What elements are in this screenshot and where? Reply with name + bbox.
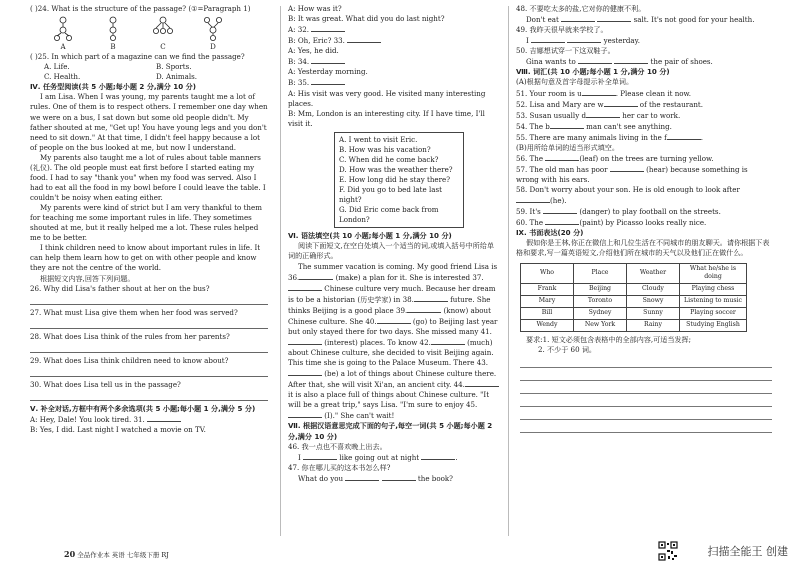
answer-blank-32[interactable] [311,24,345,32]
dialogue-line: A: Yes, he did. [288,46,339,56]
passage-text: (be) a lot of things about Chinese culture there. After that, she will visit Xi'an, an ancient city. 44. [288,369,497,390]
section4-title: Ⅳ. 任务型阅读(共 5 小题;每小题 2 分,满分 10 分) [30,82,196,92]
section6-title: Ⅵ. 语法填空(共 10 小题;每小题 1 分,满分 10 分) [288,231,452,241]
passage-text: (much) about Chinese culture, she decided to visit Beijing again. This time she is going to the Palace Museum. There 43. [288,337,494,368]
structure-diagram-d [202,16,224,42]
table-cell: Mary [521,296,574,308]
writing-line[interactable] [520,355,772,368]
answer-blank-57[interactable] [610,164,644,172]
passage-text: Chinese culture very much. Because her dream is to be a historian (历史学家) in 38. [288,283,496,304]
option-b: B. How was his vacation? [339,144,431,154]
table-cell: Frank [521,284,574,296]
table-row [521,284,747,296]
q56 [516,153,772,164]
structure-option-a [52,16,74,52]
sentence-text: Don't eat [526,15,559,25]
structure-option-c [152,16,174,52]
sentence-text: yesterday. [603,36,640,46]
answer-blank-56[interactable] [545,153,579,161]
q50-english [516,56,772,67]
sentence-text: 55. There are many animals living in the f [516,132,667,142]
structure-option-d [202,16,224,52]
dialogue-line [288,35,500,46]
answer-blank-39[interactable] [407,305,441,313]
qr-code-icon [658,541,678,561]
dialogue-text: A: Hey, Dale! You look tired. 31. [30,414,145,424]
passage-text: (I)." She can't wait! [324,411,395,421]
dialogue-line [288,24,500,35]
structure-diagram-a [52,16,74,42]
q25-option-a: A. Life. [44,62,70,72]
sentence-text: 59. It's [516,207,541,217]
q58 [516,185,772,206]
passage-text: (make) a plan for it. She is interested 37. [335,272,484,282]
q55 [516,132,772,143]
dialogue-line: B: It was great. What did you do last night? [288,14,445,24]
passage-text: (go) to Beijing last year but only stayed there for two days. She missed many 41. [288,316,498,336]
reading-paragraph-1: I am Lisa. When I was young, my parents taught me a lot of rules. One of them is to respect others. I remember one day when we were on a bus, I sat down but some old people didn't. My father shouted at me, "Get up! You have young legs and you don't need to sit down." At that time, I didn't feel happy because a lot of people on the bus looked at me, but now I understand. [30,92,268,152]
answer-blank-55[interactable] [667,132,701,140]
answer-blank-58[interactable] [516,195,550,203]
sentence-text: (hear) because something is wrong with his ears. [516,164,748,184]
answer-blank-50a[interactable] [578,56,612,64]
table-cell: Beijing [574,284,627,296]
q25-option-d: D. Animals. [156,72,198,82]
answer-blank-48b[interactable] [597,14,631,22]
q47-english [288,473,500,484]
sentence-text: . [700,132,703,142]
part-b-instruction: (B)用所给单词的适当形式填空。 [516,142,619,152]
reading-paragraph-2: My parents also taught me a lot of rules about table manners (礼仪). The old people must eat first before I started eating my food. I had to say "thank you" when my food was served. Also I had to eat all the food in my bowl before I could leave the table. I couldn't be noisy when eating either. [30,152,266,202]
sentence-text: man can't see anything. [586,121,672,131]
passage-text: (know) about Chinese culture. She 40. [288,305,491,326]
section8-title: Ⅷ. 词汇(共 10 小题;每小题 1 分,满分 10 分) [516,67,670,77]
structure-label-a: A [60,42,66,52]
structure-label-b: B [110,42,116,52]
sentence-text: . Please clean it now. [615,88,692,98]
sentence-text: of the restaurant. [639,99,703,109]
requirement-1: 要求:1. 短文必须包含表格中的全部内容,可适当发挥; [526,335,692,345]
reading-paragraph-3: My parents were kind of strict but I am very thankful to them for teaching me some important rules in life. They sometimes shouted at me, but it really helped me a lot. These rules helped me to be better. [30,203,262,243]
dialogue-text: B: Oh, Eric? 33. [288,36,345,46]
dialogue-line: A: How was it? [288,4,342,13]
table-cell: Snowy [627,296,680,308]
dialogue-line: B: Mm, London is an interesting city. If I have time, I'll visit it. [288,108,485,128]
table-cell: Playing chess [680,284,747,296]
table-row [521,320,747,332]
table-cell: Cloudy [627,284,680,296]
q25-option-c: C. Health. [44,72,81,82]
sentence-text: Gina wants to [526,57,576,67]
q47-chinese: 47. 你在哪儿买的这本书怎么样? [288,462,391,472]
table-cell: Wendy [521,320,574,332]
q49-english [516,35,772,46]
q48-chinese: 48. 不要吃太多的盐,它对你的健康不利。 [516,4,646,13]
sentence-text: 58. Don't worry about your son. He is old enough to look after [516,185,740,195]
sentence-text: What do you [298,473,344,483]
answer-blank-60[interactable] [545,217,579,225]
answer-blank-33[interactable] [347,35,381,43]
option-d: D. How was the weather there? [339,164,453,174]
scanner-watermark: 扫描全能王 创建 [707,545,788,558]
structure-label-d: D [210,42,216,52]
option-g: G. Did Eric come back from London? [339,205,439,225]
section7-title: Ⅶ. 根据汉语意思完成下面的句子,每空一词(共 5 小题;每小题 2 分,满分 10 分) [288,421,493,441]
dialogue-line: B: Yes, I did. Last night I watched a movie on TV. [30,425,206,434]
answer-blank-46a[interactable] [303,452,337,460]
writing-line[interactable] [520,368,772,381]
grammar-passage [288,262,500,422]
answer-blank-37[interactable] [288,283,322,291]
q25: ( )25. In which part of a magazine can we find the passage? [30,52,245,62]
q30: 30. What does Lisa tell us in the passage? [30,379,181,389]
book-title: 全品作业本 英语 七年级下册 RJ [77,551,169,559]
answer-blank-31[interactable] [147,414,181,422]
writing-line[interactable] [520,394,772,407]
table-header-row [521,263,747,284]
sentence-text: 51. Your room is u [516,88,582,98]
dialogue-line: A: Yesterday morning. [288,67,368,77]
answer-blank-47a[interactable] [345,473,379,481]
sentence-text: salt. It's not good for your health. [633,15,755,25]
answer-blank-46b[interactable] [421,452,458,462]
passage-text: The summer vacation is coming. My good friend Lisa is [298,261,498,271]
answer-blank-53[interactable] [586,110,620,118]
table-cell: Sunny [627,308,680,320]
q53 [516,110,772,121]
sentence-text: I [526,36,529,46]
structure-options [38,16,238,52]
structure-option-b [102,16,124,52]
q24: ( )24. What is the structure of the passage? (①=Paragraph 1) [30,4,251,13]
answer-blank-42[interactable] [431,337,465,345]
section9-prompt: 假如你是王林,你正在微信上和几位生活在不同城市的朋友聊天。请你根据下表格和要求,写一篇英语短文,介绍他们所在城市的天气以及他们正在做什么。 [516,238,770,258]
dialogue-text: B: 35. [288,78,310,88]
sentence-text: (danger) to play football on the streets. [579,207,721,217]
answer-blank-40[interactable] [377,316,411,324]
q25-option-b: B. Sports. [156,62,192,72]
answer-blank-49b[interactable] [567,35,601,43]
table-cell: Rainy [627,320,680,332]
column-left [30,4,268,562]
sentence-text: 60. The [516,218,544,228]
table-cell: Toronto [574,296,627,308]
page-footer [64,549,169,559]
option-a: A. I went to visit Eric. [339,134,418,144]
sentence-text: (he). [550,196,567,206]
sentence-text: I [298,452,301,462]
answer-blank-38[interactable] [414,294,448,302]
sentence-text: (paint) by Picasso looks really nice. [579,218,707,228]
sentence-text: her car to work. [622,110,681,120]
sentence-text: 57. The old man has poor [516,164,608,174]
section9-title: Ⅸ. 书面表达(20 分) [516,228,584,238]
dialogue-line [288,77,500,88]
reading-instruction: 根据短文内容,回答下列问题。 [40,273,135,283]
writing-line[interactable] [520,381,772,394]
table-cell: Studying English [680,320,747,332]
table-header: Who [521,263,574,284]
answer-blank-34[interactable] [311,56,345,64]
q51 [516,88,772,99]
dialogue-line [30,414,268,425]
answer-blank-49a[interactable] [531,35,565,43]
q57 [516,164,772,185]
sentence-text: 54. The b [516,121,550,131]
q50-chinese: 50. 吉娜想试穿一下这双鞋子。 [516,46,615,56]
table-cell: Listening to music [680,296,747,308]
answer-blank-52[interactable] [604,99,638,107]
passage-text: (interest) places. To know 42. [324,337,431,347]
answer-blank-48a[interactable] [561,14,595,22]
answer-blank-59[interactable] [543,206,577,214]
table-cell: Bill [521,308,574,320]
q26-answer-line[interactable] [30,295,268,305]
page-number: 20 [64,549,76,559]
answer-blank-41[interactable] [288,337,322,345]
sentence-text: (leaf) on the trees are turning yellow. [579,153,714,163]
writing-line[interactable] [520,420,772,433]
table-cell: Playing soccer [680,308,747,320]
q54 [516,121,772,132]
sentence-text: the book? [417,473,453,483]
q28-answer-line[interactable] [30,343,268,353]
table-cell: Sydney [574,308,627,320]
answer-blank-54[interactable] [550,121,584,129]
q46-english [288,452,500,463]
section6-instruction: 阅读下面短文,在空白处填入一个适当的词,或填入括号中所给单词的正确形式。 [288,241,495,261]
column-right [516,4,772,562]
passage-text: it is also a place full of things about Chinese culture. "It will be a great trip," says Lisa. "I'm sure to enjoy 45. [288,390,490,410]
q27-answer-line[interactable] [30,319,268,329]
q59 [516,206,772,217]
passage-text: 36. [288,272,300,282]
q28: 28. What does Lisa think of the rules from her parents? [30,331,230,341]
q52 [516,99,772,110]
q46-chinese: 46. 我一点也不喜欢晚上出去。 [288,441,387,451]
answer-blank-50b[interactable] [614,56,648,64]
table-row [521,296,747,308]
q49-chinese: 49. 我昨天很早就来学校了。 [516,25,608,35]
section5-title: Ⅴ. 补全对话,方框中有两个多余选项(共 5 小题;每小题 1 分,满分 5 分) [30,403,256,413]
q29: 29. What does Lisa think children need to know about? [30,355,229,365]
answer-blank-51[interactable] [582,88,616,96]
sentence-text: 52. Lisa and Mary are w [516,99,604,109]
q27: 27. What must Lisa give them when her food was served? [30,307,238,317]
table-cell: New York [574,320,627,332]
sentence-text: . [455,452,458,462]
dialogue-text: A: 32. [288,25,310,35]
option-c: C. When did he come back? [339,154,439,164]
passage-text: future. She thinks Beijing is a good place 39. [288,294,491,315]
q25-options [30,62,268,82]
dialogue-line: A: His visit was very good. He visited many interesting places. [288,88,486,108]
sentence-text: 56. The [516,153,544,163]
dialogue-line [288,56,500,67]
answer-blank-45[interactable] [288,410,322,418]
structure-label-c: C [160,42,166,52]
answer-blank-47b[interactable] [382,473,416,481]
q29-answer-line[interactable] [30,367,268,377]
part-a-instruction: (A)根据句意及首字母提示补全单词。 [516,77,634,87]
sentence-text: the pair of shoes. [650,57,713,67]
answer-blank-36[interactable] [299,272,333,280]
friends-table [520,263,747,333]
option-e: E. How long did he stay there? [339,175,450,184]
dialogue-text: B: 34. [288,57,310,67]
answer-blank-44[interactable] [465,379,499,387]
q60 [516,217,772,228]
structure-diagram-b [102,16,124,42]
sentence-text: 53. Susan usually d [516,110,587,120]
reading-paragraph-4: I think children need to know about important rules in life. It can help them learn how to get on with other people and know they are not the centre of the world. [30,243,261,273]
answer-blank-35[interactable] [311,77,345,85]
q30-answer-line[interactable] [30,391,268,401]
answer-blank-43[interactable] [288,368,322,376]
writing-line[interactable] [520,407,772,420]
table-row [521,308,747,320]
dialogue-options-box [334,132,464,229]
q48-english [516,14,772,25]
option-f: F. Did you go to bed late last night? [339,185,442,205]
structure-diagram-c [152,16,174,42]
requirement-2: 2. 不少于 60 词。 [538,345,597,355]
table-header: Place [574,263,627,284]
sentence-text: like going out at night [339,452,420,462]
table-header: Weather [627,263,680,284]
q26: 26. Why did Lisa's father shout at her on the bus? [30,283,210,293]
column-middle [288,4,500,562]
table-header: What he/she is doing [680,263,747,284]
